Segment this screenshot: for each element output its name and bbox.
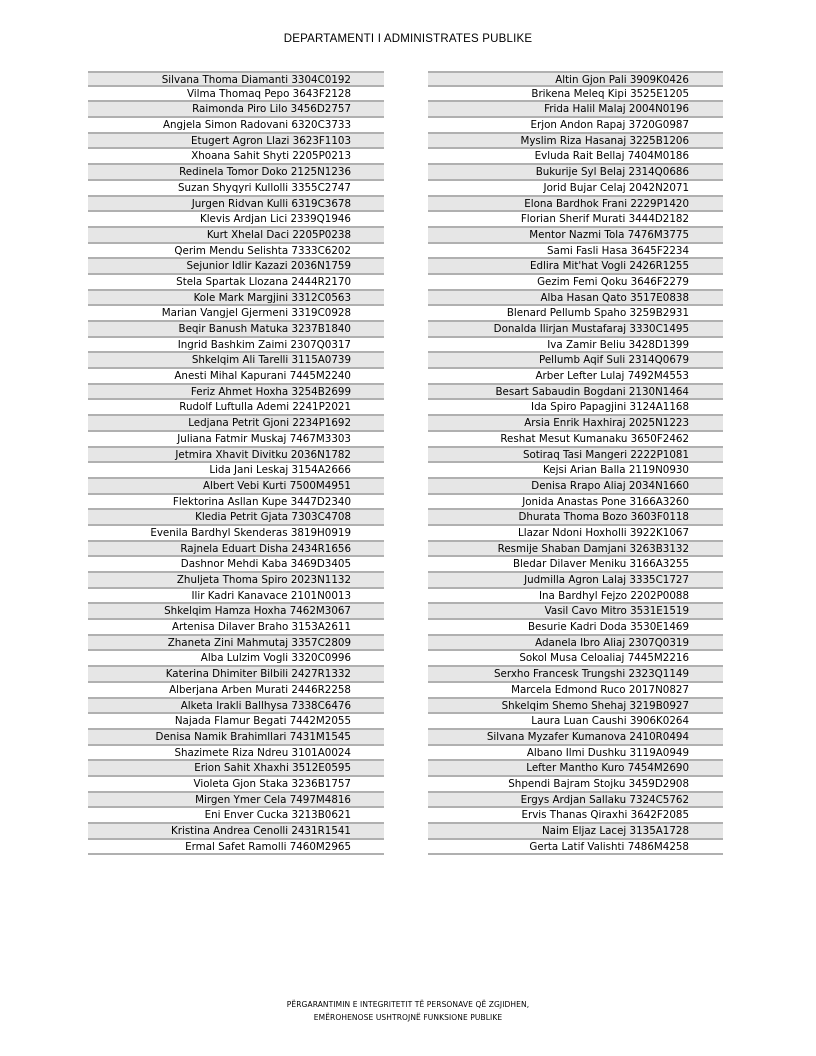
list-item: Resmije Shaban Damjani 3263B3132	[428, 542, 723, 558]
list-item: Laura Luan Caushi 3906K0264	[428, 714, 723, 730]
list-item: Denisa Namik Brahimllari 7431M1545	[88, 730, 384, 746]
list-item: Blenard Pellumb Spaho 3259B2931	[428, 306, 723, 322]
list-item: Myslim Riza Hasanaj 3225B1206	[428, 134, 723, 150]
list-item: Feriz Ahmet Hoxha 3254B2699	[88, 385, 384, 401]
list-item: Redinela Tomor Doko 2125N1236	[88, 165, 384, 181]
list-item: Beqir Banush Matuka 3237B1840	[88, 322, 384, 338]
list-item: Violeta Gjon Staka 3236B1757	[88, 777, 384, 793]
list-item: Ervis Thanas Qiraxhi 3642F2085	[428, 808, 723, 824]
list-item: Katerina Dhimiter Bilbili 2427R1332	[88, 667, 384, 683]
list-item: Etugert Agron Llazi 3623F1103	[88, 134, 384, 150]
list-item: Sokol Musa Celoaliaj 7445M2216	[428, 651, 723, 667]
list-item: Flektorina Asllan Kupe 3447D2340	[88, 495, 384, 511]
list-item: Erjon Andon Rapaj 3720G0987	[428, 118, 723, 134]
list-item: Raimonda Piro Lilo 3456D2757	[88, 102, 384, 118]
list-item: Ergys Ardjan Sallaku 7324C5762	[428, 793, 723, 809]
list-item: Klevis Ardjan Lici 2339Q1946	[88, 212, 384, 228]
list-item: Jetmira Xhavit Divitku 2036N1782	[88, 448, 384, 464]
list-item: Gerta Latif Valishti 7486M4258	[428, 840, 723, 856]
list-item: Kole Mark Margjini 3312C0563	[88, 291, 384, 307]
list-item: Sejunior Idlir Kazazi 2036N1759	[88, 259, 384, 275]
list-item: Judmilla Agron Lalaj 3335C1727	[428, 573, 723, 589]
list-item: Juliana Fatmir Muskaj 7467M3303	[88, 432, 384, 448]
list-item: Iva Zamir Beliu 3428D1399	[428, 338, 723, 354]
list-item: Denisa Rrapo Aliaj 2034N1660	[428, 479, 723, 495]
list-item: Arsia Enrik Haxhiraj 2025N1223	[428, 416, 723, 432]
list-item: Llazar Ndoni Hoxholli 3922K1067	[428, 526, 723, 542]
list-item: Alberjana Arben Murati 2446R2258	[88, 683, 384, 699]
list-item: Erion Sahit Xhaxhi 3512E0595	[88, 761, 384, 777]
list-item: Kurt Xhelal Daci 2205P0238	[88, 228, 384, 244]
list-item: Alketa Irakli Ballhysa 7338C6476	[88, 699, 384, 715]
list-item: Xhoana Sahit Shyti 2205P0213	[88, 149, 384, 165]
right-name-list	[428, 71, 723, 855]
list-item: Kejsi Arian Balla 2119N0930	[428, 463, 723, 479]
list-item: Florian Sherif Murati 3444D2182	[428, 212, 723, 228]
list-item: Edlira Mit'hat Vogli 2426R1255	[428, 259, 723, 275]
list-item: Besurie Kadri Doda 3530E1469	[428, 620, 723, 636]
list-item: Gezim Femi Qoku 3646F2279	[428, 275, 723, 291]
footer	[0, 998, 816, 1024]
list-item: Altin Gjon Pali 3909K0426	[428, 71, 723, 87]
list-item: Mentor Nazmi Tola 7476M3775	[428, 228, 723, 244]
list-item: Alba Hasan Qato 3517E0838	[428, 291, 723, 307]
list-item: Albano Ilmi Dushku 3119A0949	[428, 746, 723, 762]
list-item: Shkelqim Ali Tarelli 3115A0739	[88, 353, 384, 369]
list-item: Ilir Kadri Kanavace 2101N0013	[88, 589, 384, 605]
list-item: Eni Enver Cucka 3213B0621	[88, 808, 384, 824]
footer-line-1: PËRGARANTIMIN E INTEGRITETIT TË PERSONAVE QË ZGJIDHEN,	[286, 1000, 530, 1009]
list-item: Albert Vebi Kurti 7500M4951	[88, 479, 384, 495]
list-item: Pellumb Aqif Suli 2314Q0679	[428, 353, 723, 369]
list-item: Silvana Thoma Diamanti 3304C0192	[88, 71, 384, 87]
list-item: Ermal Safet Ramolli 7460M2965	[88, 840, 384, 856]
list-item: Jurgen Ridvan Kulli 6319C3678	[88, 197, 384, 213]
list-item: Sami Fasli Hasa 3645F2234	[428, 244, 723, 260]
list-item: Dashnor Mehdi Kaba 3469D3405	[88, 557, 384, 573]
list-item: Silvana Myzafer Kumanova 2410R0494	[428, 730, 723, 746]
list-item: Ida Spiro Papagjini 3124A1168	[428, 400, 723, 416]
list-item: Serxho Francesk Trungshi 2323Q1149	[428, 667, 723, 683]
list-item: Angjela Simon Radovani 6320C3733	[88, 118, 384, 134]
list-item: Suzan Shyqyri Kullolli 3355C2747	[88, 181, 384, 197]
list-item: Dhurata Thoma Bozo 3603F0118	[428, 510, 723, 526]
list-item: Zhuljeta Thoma Spiro 2023N1132	[88, 573, 384, 589]
list-item: Donalda Ilirjan Mustafaraj 3330C1495	[428, 322, 723, 338]
list-item: Qerim Mendu Selishta 7333C6202	[88, 244, 384, 260]
list-item: Brikena Meleq Kipi 3525E1205	[428, 87, 723, 103]
list-item: Artenisa Dilaver Braho 3153A2611	[88, 620, 384, 636]
footer-line-2: EMËROHENOSE USHTROJNË FUNKSIONE PUBLIKE	[313, 1013, 503, 1022]
list-item: Bledar Dilaver Meniku 3166A3255	[428, 557, 723, 573]
list-item: Frida Halil Malaj 2004N0196	[428, 102, 723, 118]
list-item: Ingrid Bashkim Zaimi 2307Q0317	[88, 338, 384, 354]
list-item: Shkelqim Hamza Hoxha 7462M3067	[88, 604, 384, 620]
list-item: Reshat Mesut Kumanaku 3650F2462	[428, 432, 723, 448]
list-item: Rajnela Eduart Disha 2434R1656	[88, 542, 384, 558]
list-item: Vilma Thomaq Pepo 3643F2128	[88, 87, 384, 103]
list-item: Lefter Mantho Kuro 7454M2690	[428, 761, 723, 777]
list-item: Sotiraq Tasi Mangeri 2222P1081	[428, 448, 723, 464]
list-item: Kledia Petrit Gjata 7303C4708	[88, 510, 384, 526]
list-item: Stela Spartak Llozana 2444R2170	[88, 275, 384, 291]
list-item: Marcela Edmond Ruco 2017N0827	[428, 683, 723, 699]
list-item: Bukurije Syl Belaj 2314Q0686	[428, 165, 723, 181]
list-item: Mirgen Ymer Cela 7497M4816	[88, 793, 384, 809]
list-item: Vasil Cavo Mitro 3531E1519	[428, 604, 723, 620]
page-title: DEPARTAMENTI I ADMINISTRATES PUBLIKE	[283, 33, 533, 45]
list-item: Evluda Rait Bellaj 7404M0186	[428, 149, 723, 165]
list-item: Najada Flamur Begati 7442M2055	[88, 714, 384, 730]
list-item: Shpendi Bajram Stojku 3459D2908	[428, 777, 723, 793]
list-item: Kristina Andrea Cenolli 2431R1541	[88, 824, 384, 840]
left-name-list	[88, 71, 384, 855]
list-item: Naim Eljaz Lacej 3135A1728	[428, 824, 723, 840]
list-item: Jorid Bujar Celaj 2042N2071	[428, 181, 723, 197]
list-item: Ledjana Petrit Gjoni 2234P1692	[88, 416, 384, 432]
list-item: Shkelqim Shemo Shehaj 3219B0927	[428, 699, 723, 715]
list-item: Ina Bardhyl Fejzo 2202P0088	[428, 589, 723, 605]
list-item: Lida Jani Leskaj 3154A2666	[88, 463, 384, 479]
list-item: Adanela Ibro Aliaj 2307Q0319	[428, 636, 723, 652]
list-item: Alba Lulzim Vogli 3320C0996	[88, 651, 384, 667]
list-item: Rudolf Luftulla Ademi 2241P2021	[88, 400, 384, 416]
list-item: Marian Vangjel Gjermeni 3319C0928	[88, 306, 384, 322]
list-item: Anesti Mihal Kapurani 7445M2240	[88, 369, 384, 385]
list-item: Shazimete Riza Ndreu 3101A0024	[88, 746, 384, 762]
list-item: Arber Lefter Lulaj 7492M4553	[428, 369, 723, 385]
list-item: Jonida Anastas Pone 3166A3260	[428, 495, 723, 511]
list-item: Besart Sabaudin Bogdani 2130N1464	[428, 385, 723, 401]
list-item: Elona Bardhok Frani 2229P1420	[428, 197, 723, 213]
list-item: Zhaneta Zini Mahmutaj 3357C2809	[88, 636, 384, 652]
list-item: Evenila Bardhyl Skenderas 3819H0919	[88, 526, 384, 542]
